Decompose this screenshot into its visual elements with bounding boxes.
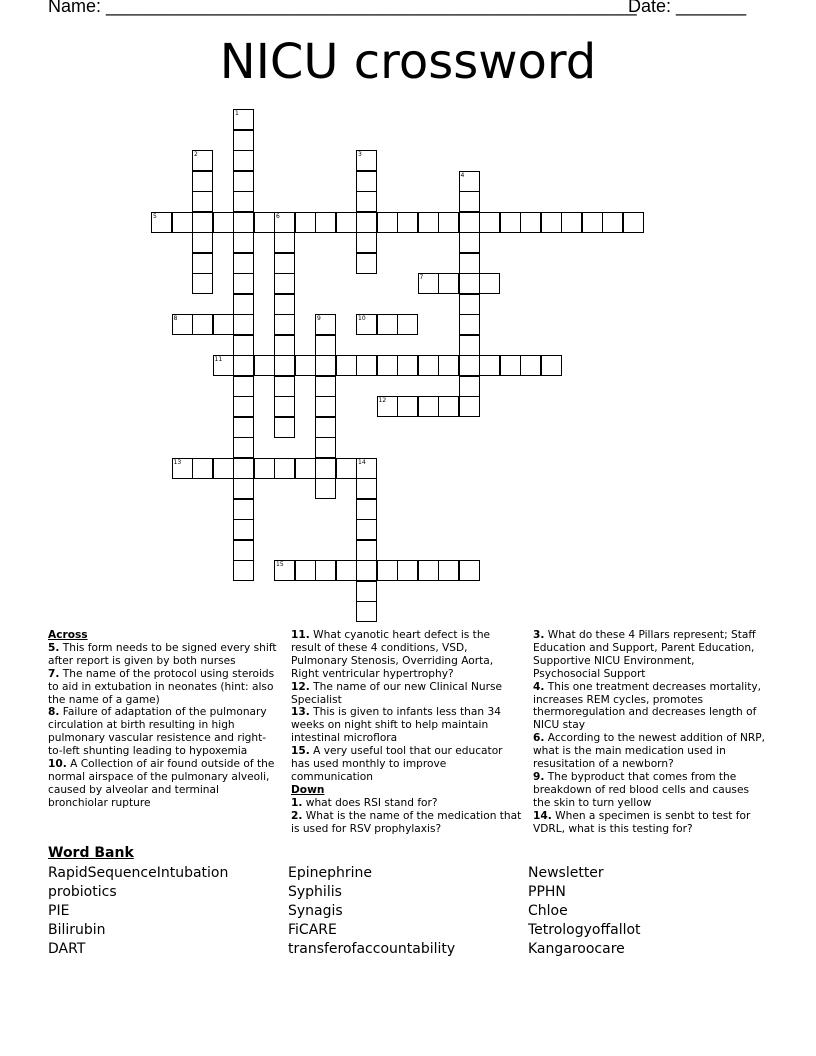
grid-cell[interactable]: [418, 355, 439, 376]
grid-cell[interactable]: [397, 396, 418, 417]
word-bank-entry: DART: [48, 941, 86, 957]
clue-number: 2: [194, 151, 198, 158]
grid-cell[interactable]: [397, 560, 418, 581]
grid-cell[interactable]: [233, 478, 254, 499]
grid-cell[interactable]: [274, 355, 295, 376]
grid-cell[interactable]: [418, 396, 439, 417]
grid-cell[interactable]: [192, 191, 213, 212]
grid-cell[interactable]: [356, 519, 377, 540]
grid-cell[interactable]: [254, 458, 275, 479]
grid-cell[interactable]: [623, 212, 644, 233]
word-bank-column-2: [288, 864, 455, 959]
clue: 4. This one treatment decreases mortality, increases REM cycles, promotes thermoregulation and decreases length of NICU stay: [533, 680, 761, 732]
grid-cell[interactable]: [233, 519, 254, 540]
grid-cell[interactable]: [336, 560, 357, 581]
grid-cell[interactable]: [315, 560, 336, 581]
grid-cell[interactable]: [356, 314, 377, 335]
clue-number: 10: [358, 315, 366, 322]
grid-cell[interactable]: [438, 355, 459, 376]
grid-cell[interactable]: [520, 355, 541, 376]
grid-cell[interactable]: [397, 212, 418, 233]
grid-cell[interactable]: [438, 273, 459, 294]
grid-cell[interactable]: [192, 212, 213, 233]
grid-cell[interactable]: [356, 355, 377, 376]
grid-cell[interactable]: [213, 458, 234, 479]
grid-cell[interactable]: [233, 560, 254, 581]
grid-cell[interactable]: [459, 314, 480, 335]
grid-cell[interactable]: [233, 335, 254, 356]
grid-cell[interactable]: [233, 150, 254, 171]
grid-cell[interactable]: [438, 212, 459, 233]
grid-cell[interactable]: [233, 273, 254, 294]
grid-cell[interactable]: [418, 212, 439, 233]
clue: 11. What cyanotic heart defect is the result of these 4 conditions, VSD, Pulmonary Stenosis, Overriding Aorta, Right ventricular hypertrophy?: [291, 629, 494, 680]
clue: 6. According to the newest addition of NRP, what is the main medication used in resusitation of a newborn?: [533, 732, 765, 771]
grid-cell[interactable]: [315, 314, 336, 335]
clue-number: 9: [317, 315, 321, 322]
clue-number: 14: [358, 458, 366, 466]
word-bank-entry: Synagis: [288, 903, 343, 919]
grid-cell[interactable]: [274, 294, 295, 315]
grid-cell[interactable]: [295, 212, 316, 233]
clue: 3. What do these 4 Pillars represent; Staff Education and Support, Parent Education, Supportive NICU Environment, Psychosocial Support: [533, 629, 756, 680]
word-bank-entry: Newsletter: [528, 865, 604, 881]
word-bank-entry: PIE: [48, 903, 70, 919]
grid-cell[interactable]: [233, 314, 254, 335]
grid-cell[interactable]: [315, 478, 336, 499]
grid-cell[interactable]: [274, 335, 295, 356]
grid-cell[interactable]: [172, 458, 193, 479]
word-bank-entry: transferofaccountability: [288, 941, 456, 957]
grid-cell[interactable]: [233, 376, 254, 397]
grid-cell[interactable]: [274, 458, 295, 479]
clue-number: 12: [378, 397, 387, 404]
word-bank-entry: FiCARE: [288, 922, 337, 938]
clue-number: 4: [460, 171, 465, 179]
grid-cell[interactable]: [459, 560, 480, 581]
grid-cell[interactable]: [192, 232, 213, 253]
grid-cell[interactable]: [192, 150, 213, 171]
clue: 10. A Collection of air found outside of the normal airspace of the pulmonary alveoli, caused by alveolar and terminal bronchiolar rupture: [48, 758, 275, 809]
clue-number: 15: [276, 561, 284, 568]
word-bank-entry: probiotics: [48, 884, 117, 900]
grid-cell[interactable]: [233, 232, 254, 253]
word-bank-entry: Tetrologyoffallot: [528, 922, 641, 938]
grid-cell[interactable]: [192, 171, 213, 192]
grid-cell[interactable]: [356, 581, 377, 602]
grid-cell[interactable]: [377, 314, 398, 335]
word-bank-entry: Kangaroocare: [528, 941, 625, 957]
clue: 14. When a specimen is senbt to test for VDRL, what is this testing for?: [533, 809, 751, 835]
grid-cell[interactable]: [479, 212, 500, 233]
grid-cell[interactable]: [233, 191, 254, 212]
grid-cell[interactable]: [479, 355, 500, 376]
grid-cell[interactable]: [356, 253, 377, 274]
clues-column-1: [48, 629, 280, 810]
grid-cell[interactable]: [233, 130, 254, 151]
grid-cell[interactable]: [213, 314, 234, 335]
word-bank-column-1: [48, 864, 228, 959]
grid-cell[interactable]: [561, 212, 582, 233]
grid-cell[interactable]: [356, 499, 377, 520]
grid-cell[interactable]: [459, 355, 480, 376]
grid-cell[interactable]: [438, 396, 459, 417]
grid-cell[interactable]: [233, 458, 254, 479]
grid-cell[interactable]: [233, 499, 254, 520]
clue-number: 3: [358, 151, 362, 158]
grid-cell[interactable]: [459, 232, 480, 253]
clues-column-2: [291, 629, 523, 836]
grid-cell[interactable]: [315, 355, 336, 376]
word-bank-entry: Syphilis: [288, 884, 342, 900]
grid-cell[interactable]: [274, 253, 295, 274]
grid-cell[interactable]: [356, 191, 377, 212]
grid-cell[interactable]: [459, 396, 480, 417]
grid-cell[interactable]: [500, 355, 521, 376]
grid-cell[interactable]: [233, 212, 254, 233]
clue-number: 5: [153, 212, 157, 220]
grid-cell[interactable]: [397, 355, 418, 376]
word-bank-entry: Bilirubin: [48, 922, 106, 938]
clue: 7. The name of the protocol using steroids to aid in extubation in neonates (hint: also the name of a game): [48, 667, 275, 706]
clue-number: 7: [419, 274, 424, 281]
grid-cell[interactable]: [233, 171, 254, 192]
grid-cell[interactable]: [418, 273, 439, 294]
grid-cell[interactable]: [377, 355, 398, 376]
name-field-label: Name: _____________________________________________________: [48, 0, 637, 16]
grid-cell[interactable]: [172, 314, 193, 335]
grid-cell[interactable]: [213, 355, 234, 376]
grid-cell[interactable]: [602, 212, 623, 233]
clue-number: 13: [173, 458, 182, 466]
grid-cell[interactable]: [295, 458, 316, 479]
grid-cell[interactable]: [274, 273, 295, 294]
grid-cell[interactable]: [233, 437, 254, 458]
grid-cell[interactable]: [377, 212, 398, 233]
word-bank-entry: RapidSequenceIntubation: [48, 865, 229, 881]
grid-cell[interactable]: [151, 212, 172, 233]
grid-cell[interactable]: [192, 273, 213, 294]
grid-cell[interactable]: [233, 355, 254, 376]
grid-cell[interactable]: [233, 253, 254, 274]
grid-cell[interactable]: [459, 253, 480, 274]
grid-cell[interactable]: [336, 355, 357, 376]
grid-cell[interactable]: [459, 191, 480, 212]
clue-number: 1: [235, 110, 239, 117]
grid-cell[interactable]: [315, 376, 336, 397]
grid-cell[interactable]: [520, 212, 541, 233]
grid-cell[interactable]: [356, 171, 377, 192]
grid-cell[interactable]: [459, 171, 480, 192]
grid-cell[interactable]: [459, 294, 480, 315]
grid-cell[interactable]: [356, 478, 377, 499]
grid-cell[interactable]: [500, 212, 521, 233]
grid-cell[interactable]: [192, 253, 213, 274]
grid-cell[interactable]: [213, 212, 234, 233]
clue: 15. A very useful tool that our educator has used monthly to improve communication: [291, 745, 503, 783]
grid-cell[interactable]: [274, 417, 295, 438]
grid-cell[interactable]: [336, 212, 357, 233]
grid-cell[interactable]: [254, 212, 275, 233]
clue-number: 6: [276, 212, 280, 220]
grid-cell[interactable]: [315, 437, 336, 458]
grid-cell[interactable]: [418, 560, 439, 581]
grid-cell[interactable]: [192, 314, 213, 335]
clue: 1. what does RSI stand for?: [291, 796, 438, 809]
grid-cell[interactable]: [397, 314, 418, 335]
grid-cell[interactable]: [459, 273, 480, 294]
clue: 13. This is given to infants less than 34 weeks on night shift to help maintain intestinal microflora: [291, 706, 501, 745]
word-bank-entry: Epinephrine: [288, 865, 372, 881]
grid-cell[interactable]: [233, 109, 254, 130]
grid-cell[interactable]: [356, 150, 377, 171]
grid-cell[interactable]: [377, 396, 398, 417]
clue-number: 11: [214, 356, 223, 363]
clue: 8. Failure of adaptation of the pulmonary circulation at birth resulting in high pulmonary vascular resistence and right-to-left shunting leading to hypoxemia: [48, 706, 267, 758]
grid-cell[interactable]: [356, 601, 377, 622]
clue: 12. The name of our new Clinical Nurse Specialist: [291, 680, 502, 706]
grid-cell[interactable]: [274, 396, 295, 417]
grid-cell[interactable]: [295, 560, 316, 581]
grid-cell[interactable]: [438, 560, 459, 581]
grid-cell[interactable]: [356, 232, 377, 253]
grid-cell[interactable]: [315, 458, 336, 479]
grid-cell[interactable]: [274, 560, 295, 581]
grid-cell[interactable]: [479, 273, 500, 294]
grid-cell[interactable]: [356, 212, 377, 233]
clues-column-3: [533, 629, 765, 836]
grid-cell[interactable]: [295, 355, 316, 376]
grid-cell[interactable]: [315, 396, 336, 417]
down-heading: Down: [291, 783, 325, 796]
word-bank-heading: Word Bank: [48, 845, 134, 861]
grid-cell[interactable]: [377, 560, 398, 581]
grid-cell[interactable]: [336, 458, 357, 479]
grid-cell[interactable]: [459, 212, 480, 233]
across-heading: Across: [48, 629, 88, 641]
grid-cell[interactable]: [274, 232, 295, 253]
grid-cell[interactable]: [459, 335, 480, 356]
grid-cell[interactable]: [274, 314, 295, 335]
date-field-label: Date: _______: [628, 0, 747, 16]
word-bank-entry: PPHN: [528, 884, 566, 900]
grid-cell[interactable]: [274, 376, 295, 397]
grid-cell[interactable]: [315, 417, 336, 438]
grid-cell[interactable]: [254, 355, 275, 376]
grid-cell[interactable]: [233, 396, 254, 417]
clue: 5. This form needs to be signed every shift after report is given by both nurses: [48, 641, 277, 667]
grid-cell[interactable]: [192, 458, 213, 479]
grid-cell[interactable]: [315, 335, 336, 356]
clue: 9. The byproduct that comes from the breakdown of red blood cells and causes the skin to turn yellow: [533, 770, 749, 809]
grid-cell[interactable]: [582, 212, 603, 233]
grid-cell[interactable]: [233, 540, 254, 561]
grid-cell[interactable]: [356, 458, 377, 479]
grid-cell[interactable]: [233, 294, 254, 315]
clue-number: 8: [173, 315, 178, 322]
grid-cell[interactable]: [541, 355, 562, 376]
grid-cell[interactable]: [315, 212, 336, 233]
grid-cell[interactable]: [356, 560, 377, 581]
grid-cell[interactable]: [356, 540, 377, 561]
clue: 2. What is the name of the medication that is used for RSV prophylaxis?: [291, 809, 522, 835]
grid-cell[interactable]: [172, 212, 193, 233]
grid-cell[interactable]: [233, 417, 254, 438]
page-title: NICU crossword: [219, 34, 597, 90]
grid-cell[interactable]: [541, 212, 562, 233]
grid-cell[interactable]: [274, 212, 295, 233]
grid-cell[interactable]: [459, 376, 480, 397]
word-bank-column-3: [528, 864, 641, 959]
word-bank-entry: Chloe: [528, 903, 568, 919]
